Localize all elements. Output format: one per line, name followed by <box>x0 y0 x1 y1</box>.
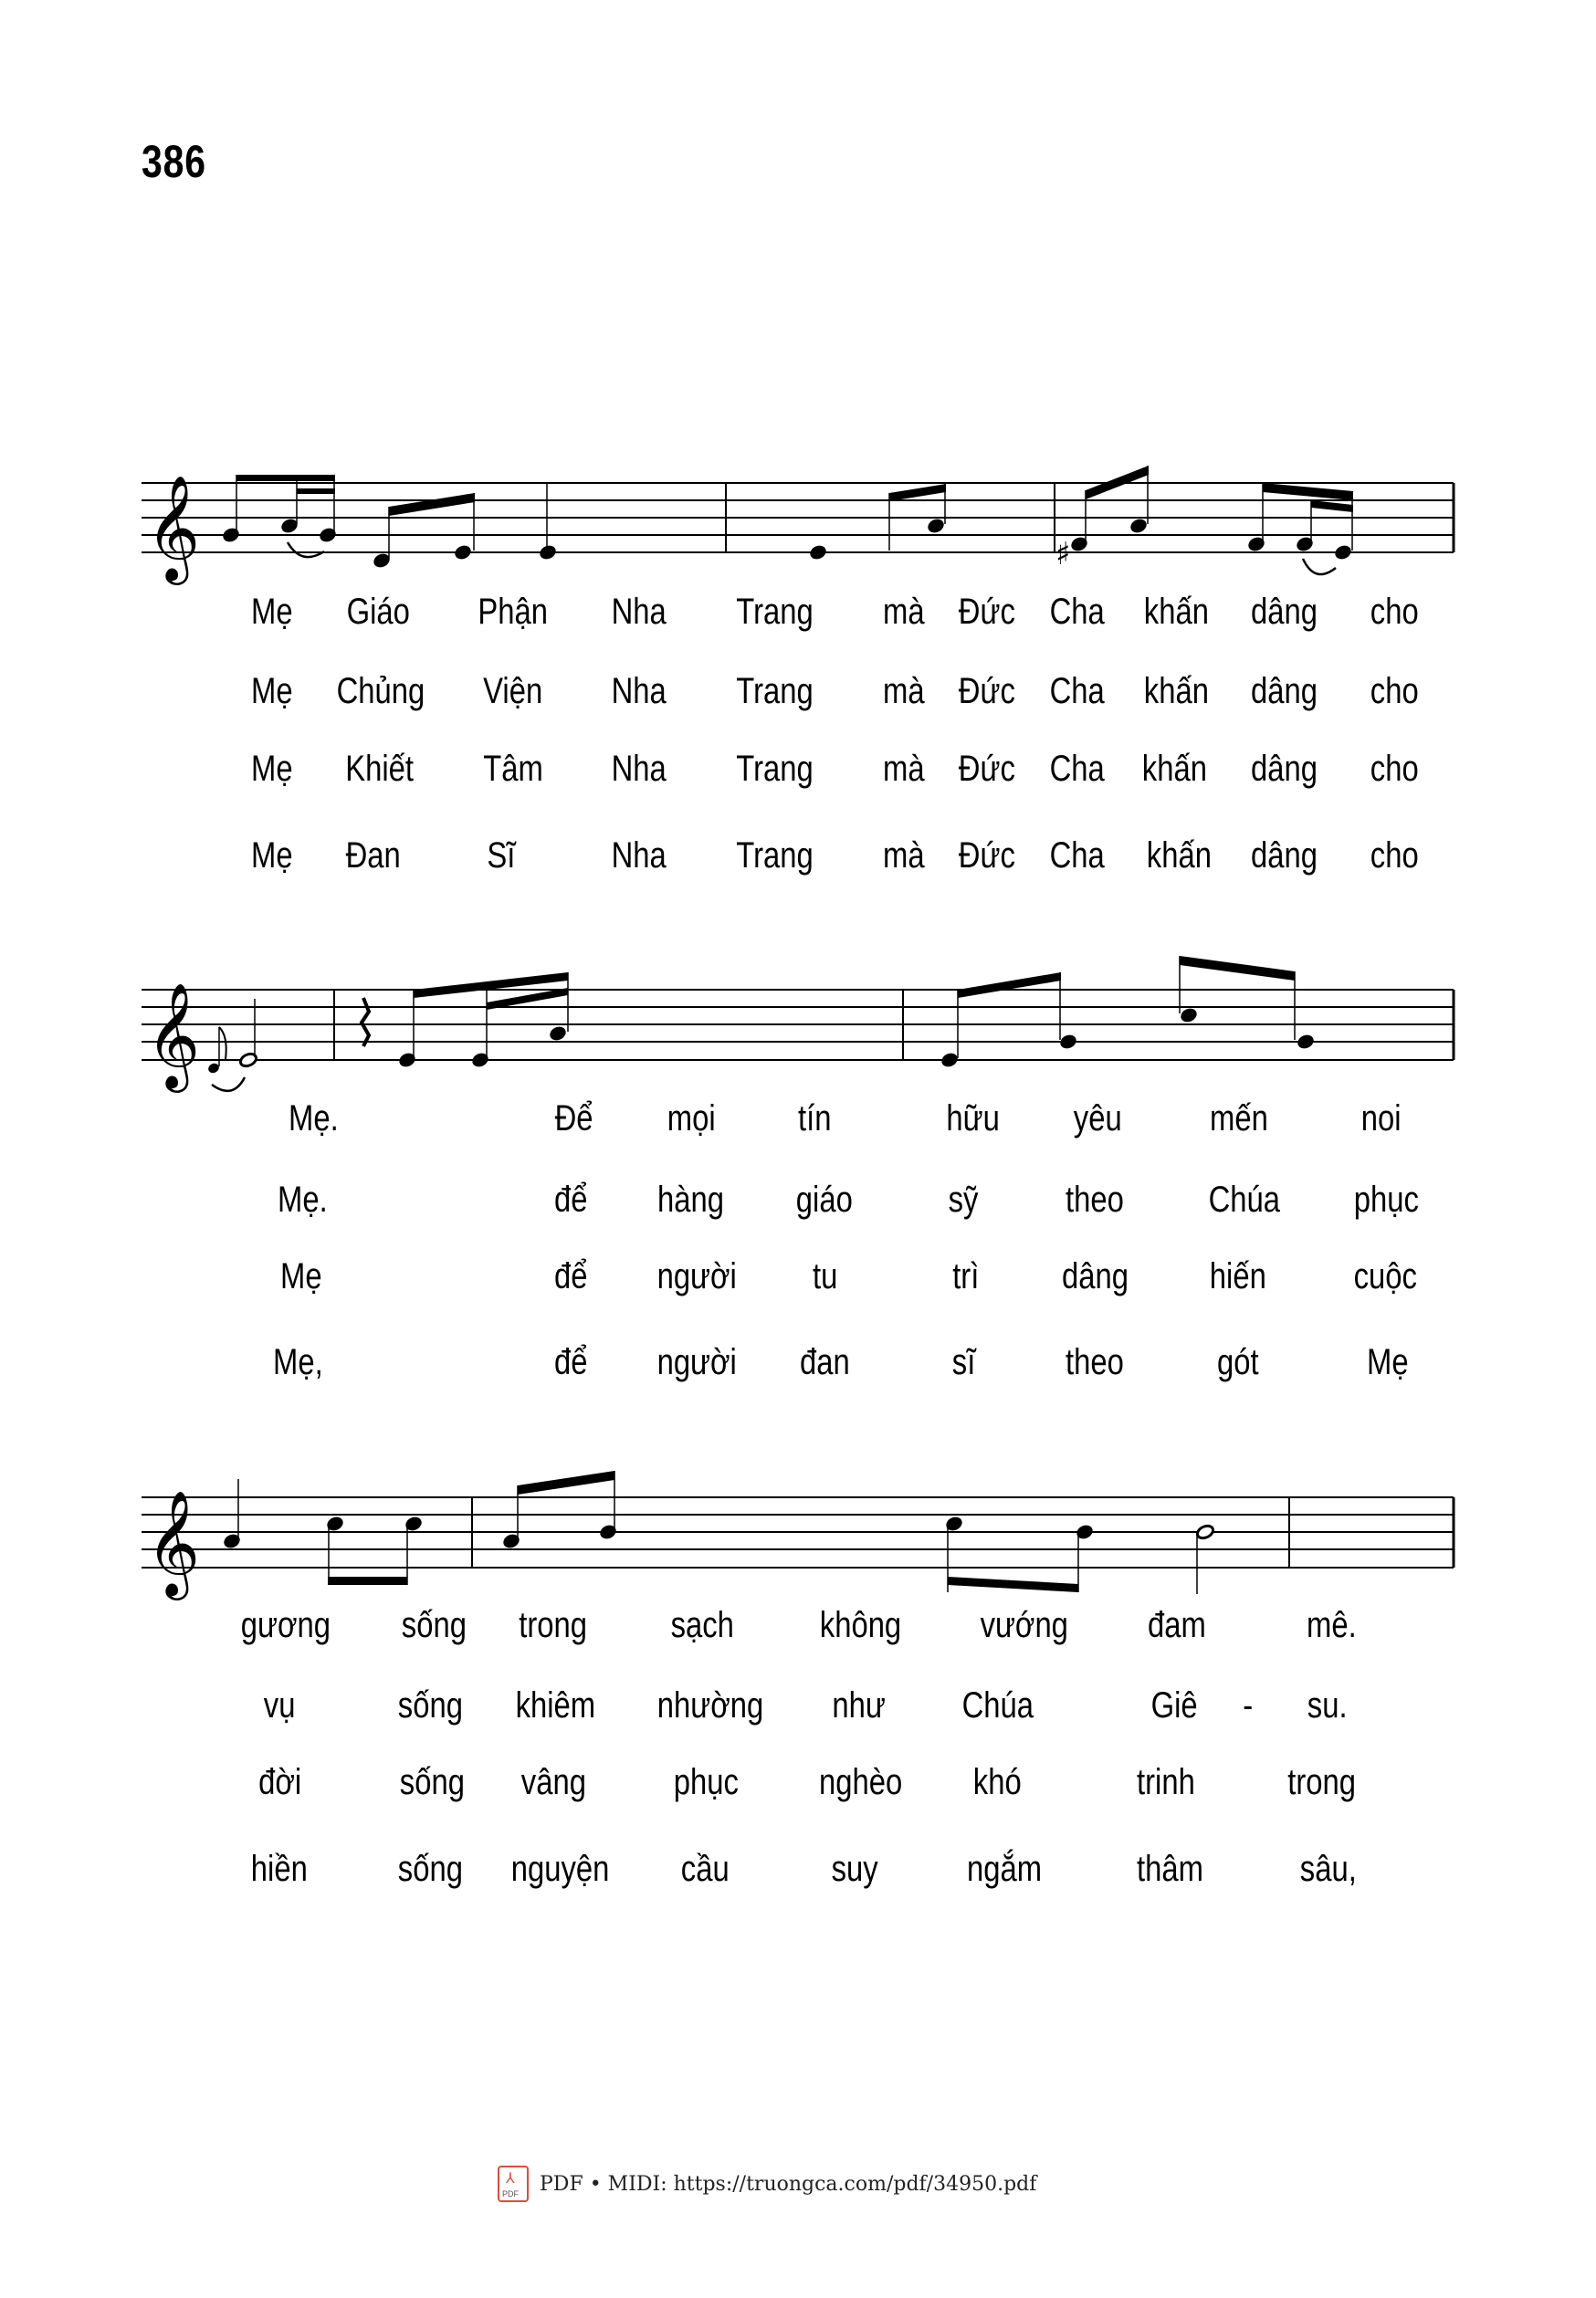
lyric-syllable: dâng <box>1251 835 1318 876</box>
lyric-syllable: Giê <box>1150 1685 1198 1726</box>
lyric-syllable: khấn <box>1143 592 1209 632</box>
lyric-syllable: đam <box>1148 1605 1206 1645</box>
lyric-syllable: Mẹ <box>251 671 293 711</box>
lyric-syllable: mà <box>883 749 925 789</box>
treble-clef-icon: 𝄞 <box>146 1489 201 1596</box>
lyric-syllable: vướng <box>980 1605 1068 1645</box>
lyric-syllable: sống <box>401 1605 467 1645</box>
lyric-syllable: Mẹ, <box>273 1342 323 1382</box>
lyric-syllable: Trang <box>736 592 814 632</box>
lyric-syllable: mà <box>883 835 925 876</box>
lyric-syllable: Trang <box>736 749 814 789</box>
lyric-syllable: hàng <box>657 1180 724 1220</box>
lyric-syllable: Chủng <box>336 671 425 711</box>
lyric-syllable: dâng <box>1251 749 1318 789</box>
lyric-syllable: suy <box>831 1849 878 1889</box>
lyric-syllable: Khiết <box>345 749 414 789</box>
lyric-syllable: giáo <box>795 1180 853 1220</box>
lyric-syllable: nguyện <box>510 1849 610 1889</box>
lyric-syllable: sống <box>397 1849 463 1889</box>
lyric-syllable: người <box>656 1256 737 1296</box>
lyric-syllable: Đức <box>958 835 1015 876</box>
treble-clef-icon: 𝄞 <box>146 981 201 1088</box>
lyric-syllable: Giáo <box>346 592 410 632</box>
lyric-syllable: để <box>554 1342 588 1382</box>
lyric-syllable: sống <box>397 1685 463 1726</box>
lyric-syllable: Viện <box>483 671 543 711</box>
lyric-syllable: Mẹ. <box>278 1180 328 1220</box>
lyric-syllable: theo <box>1066 1342 1124 1382</box>
footer-source-link[interactable] <box>498 2166 1036 2202</box>
lyric-syllable: tín <box>798 1098 832 1139</box>
lyric-syllable: Nha <box>611 749 667 789</box>
lyric-syllable: sỹ <box>948 1180 979 1220</box>
lyric-syllable: Chúa <box>961 1685 1034 1726</box>
lyric-syllable: hiến <box>1209 1256 1266 1296</box>
lyric-syllable: Chúa <box>1208 1180 1281 1220</box>
lyric-syllable: Mẹ <box>251 592 293 632</box>
lyric-syllable: dâng <box>1251 592 1318 632</box>
lyric-syllable: mọi <box>667 1098 716 1139</box>
lyric-syllable: gương <box>240 1605 331 1645</box>
lyric-syllable: cho <box>1370 835 1419 876</box>
lyric-syllable: khấn <box>1143 671 1209 711</box>
lyric-syllable: để <box>554 1256 588 1296</box>
lyric-syllable: Mẹ <box>1367 1342 1409 1382</box>
lyric-syllable: hữu <box>946 1098 1000 1139</box>
lyric-syllable: Mẹ <box>251 749 293 789</box>
lyric-syllable: tu <box>813 1256 838 1296</box>
lyric-syllable: Tâm <box>483 749 543 789</box>
lyric-syllable: mê. <box>1307 1605 1357 1645</box>
lyric-syllable: Trang <box>736 671 814 711</box>
pdf-icon-label: PDF <box>502 2189 519 2198</box>
lyric-syllable: phục <box>1353 1180 1419 1220</box>
lyric-syllable: khấn <box>1146 835 1212 876</box>
sharp-icon: ♯ <box>1055 536 1071 572</box>
lyric-syllable: nhường <box>656 1685 764 1726</box>
lyric-syllable: ngắm <box>967 1849 1043 1889</box>
treble-clef-icon: 𝄞 <box>146 474 201 581</box>
lyric-syllable: gót <box>1217 1342 1259 1382</box>
lyric-syllable: Nha <box>611 592 667 632</box>
lyric-syllable: như <box>832 1685 886 1726</box>
lyric-syllable: trinh <box>1137 1762 1195 1802</box>
footer-text[interactable]: PDF • MIDI: https://truongca.com/pdf/34950.pdf <box>540 2172 1037 2196</box>
lyric-syllable: cuộc <box>1353 1256 1417 1296</box>
lyric-syllable: Nha <box>611 835 667 876</box>
lyric-syllable: Mẹ <box>280 1256 322 1296</box>
lyric-syllable: thâm <box>1137 1849 1203 1889</box>
lyric-syllable: Phận <box>478 592 549 632</box>
lyric-syllable: sĩ <box>951 1342 976 1382</box>
lyric-syllable: không <box>819 1605 902 1645</box>
lyric-syllable: sạch <box>670 1605 734 1645</box>
lyric-syllable: trong <box>1287 1762 1356 1802</box>
lyric-syllable: Cha <box>1049 671 1105 711</box>
lyric-syllable: cho <box>1370 592 1419 632</box>
lyric-syllable: khiêm <box>515 1685 596 1726</box>
lyric-syllable: dâng <box>1251 671 1318 711</box>
lyric-syllable: noi <box>1360 1098 1402 1139</box>
lyric-syllable: Trang <box>736 835 814 876</box>
lyric-syllable: Đan <box>345 835 401 876</box>
lyric-syllable: Để <box>554 1098 593 1139</box>
lyric-syllable: khấn <box>1141 749 1207 789</box>
lyric-syllable: Mẹ <box>251 835 293 876</box>
lyric-syllable: khó <box>972 1762 1022 1802</box>
lyric-syllable: mà <box>883 671 925 711</box>
lyric-syllable: vụ <box>263 1685 296 1726</box>
lyric-syllable: Cha <box>1049 835 1105 876</box>
lyric-syllable: dâng <box>1062 1256 1129 1296</box>
lyric-syllable: đan <box>800 1342 850 1382</box>
lyric-syllable: theo <box>1066 1180 1124 1220</box>
lyric-syllable: nghèo <box>819 1762 903 1802</box>
lyric-syllable: cho <box>1370 749 1419 789</box>
lyric-syllable: Mẹ. <box>289 1098 339 1139</box>
lyric-syllable: Đức <box>958 671 1015 711</box>
lyric-syllable: phục <box>673 1762 739 1802</box>
lyric-syllable: trì <box>952 1256 980 1296</box>
lyric-syllable: sống <box>399 1762 465 1802</box>
lyric-syllable: trong <box>519 1605 587 1645</box>
lyric-syllable: cầu <box>680 1849 730 1889</box>
lyric-syllable: Đức <box>958 749 1015 789</box>
lyric-syllable: cho <box>1370 671 1419 711</box>
lyric-syllable: Nha <box>611 671 667 711</box>
lyric-hyphen: - <box>1243 1685 1254 1726</box>
lyric-syllable: mến <box>1210 1098 1268 1139</box>
pdf-file-icon: ⅄ PDF <box>498 2166 529 2202</box>
lyric-syllable: vâng <box>520 1762 586 1802</box>
lyric-syllable: Đức <box>958 592 1015 632</box>
lyric-syllable: Sĩ <box>487 835 516 876</box>
lyric-syllable: mà <box>883 592 925 632</box>
lyric-syllable: su. <box>1307 1685 1348 1726</box>
lyric-syllable: đời <box>258 1762 302 1802</box>
page-number: 386 <box>142 136 206 187</box>
lyric-syllable: người <box>656 1342 737 1382</box>
lyric-syllable: để <box>554 1180 588 1220</box>
lyric-syllable: sâu, <box>1299 1849 1357 1889</box>
lyric-syllable: yêu <box>1073 1098 1122 1139</box>
lyric-syllable: hiền <box>250 1849 308 1889</box>
lyric-syllable: Cha <box>1049 592 1105 632</box>
lyric-syllable: Cha <box>1049 749 1105 789</box>
